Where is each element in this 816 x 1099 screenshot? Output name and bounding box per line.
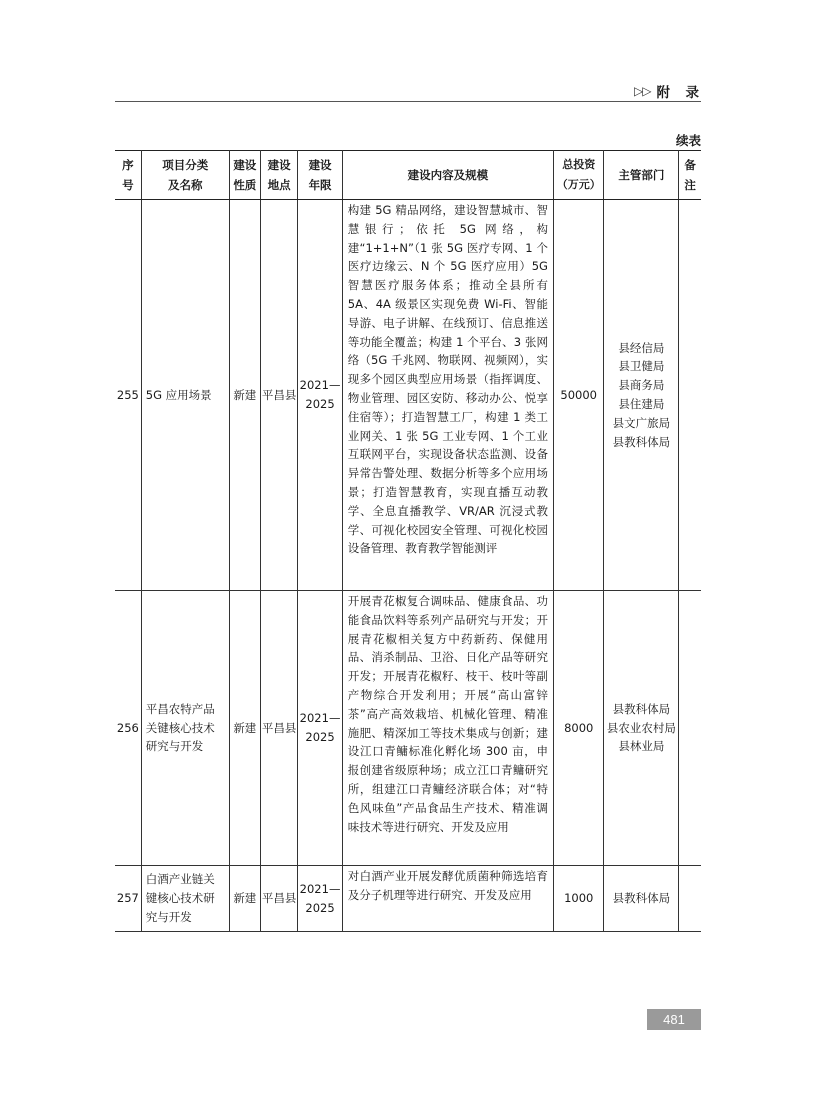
- cell-nature: 新建: [229, 200, 260, 591]
- cell-location: 平昌县: [260, 866, 297, 932]
- cell-remarks: [679, 866, 701, 932]
- cell-content: 对白酒产业开展发酵优质菌种筛选培育及分子机理等进行研究、开发及应用: [342, 866, 553, 932]
- running-head: [634, 81, 700, 101]
- cell-nature: 新建: [229, 591, 260, 866]
- section-title: 附 录: [656, 85, 700, 101]
- cell-investment: 8000: [553, 591, 604, 866]
- header-rule: [115, 101, 701, 102]
- table-row: [115, 866, 701, 932]
- cell-period: 2021— 2025: [298, 866, 342, 932]
- cell-location: 平昌县: [260, 591, 297, 866]
- cell-nature: 新建: [229, 866, 260, 932]
- play-arrows-icon: ▷▷: [634, 84, 651, 98]
- cell-remarks: [679, 591, 701, 866]
- table-row: [115, 200, 701, 591]
- column-header-remarks: 备 注: [679, 151, 701, 200]
- project-table: [115, 150, 701, 932]
- cell-remarks: [679, 200, 701, 591]
- column-header-location: 建设 地点: [260, 151, 297, 200]
- table-header-row: [115, 151, 701, 200]
- cell-name: 5G 应用场景: [141, 200, 229, 591]
- column-header-content: 建设内容及规模: [342, 151, 553, 200]
- cell-department: 县经信局 县卫健局 县商务局 县住建局 县文广旅局 县教科体局: [604, 200, 679, 591]
- table-continued-label: 续表: [675, 133, 701, 148]
- column-header-investment: 总投资 （万元）: [553, 151, 604, 200]
- cell-name: 平昌农特产品关键核心技术研究与开发: [141, 591, 229, 866]
- table-row: [115, 591, 701, 866]
- cell-location: 平昌县: [260, 200, 297, 591]
- cell-no: 256: [115, 591, 141, 866]
- column-header-nature: 建设 性质: [229, 151, 260, 200]
- column-header-no: 序 号: [115, 151, 141, 200]
- cell-content: 开展青花椒复合调味品、健康食品、功能食品饮料等系列产品研究与开发；开展青花椒相关复方中药新药、保健用品、消杀制品、卫浴、日化产品等研究开发；开展青花椒籽、枝干、枝叶等副产物综合开发利用；开展“高山富锌茶”高产高效栽培、机械化管理、精准施肥、精深加工等技术集成与创新；建设江口青鳙标准化孵化场 300 亩，申报创建省级原种场；成立江口青鳙研究所，组建江口青鳙经济联合体；对“特色风味鱼”产品食品生产技术、精准调味技术等进行研究、开发及应用: [342, 591, 553, 866]
- cell-no: 257: [115, 866, 141, 932]
- page-number: 481: [647, 1009, 701, 1030]
- cell-investment: 1000: [553, 866, 604, 932]
- cell-period: 2021— 2025: [298, 200, 342, 591]
- column-header-name: 项目分类 及名称: [141, 151, 229, 200]
- cell-investment: 50000: [553, 200, 604, 591]
- cell-content: 构建 5G 精品网络，建设智慧城市、智慧银行；依托 5G 网络，构建“1+1+N”（1 张 5G 医疗专网、1 个医疗边缘云、N 个 5G 医疗应用）5G 智慧医疗服务体系；推动全县所有 5A、4A 级景区实现免费 Wi-Fi、智能导游、电子讲解、在线预订、信息推送等功能全覆盖；构建 1 个平台、3 张网络（5G 千兆网、物联网、视频网），实现多个园区典型应用场景（指挥调度、物业管理、园区安防、移动办公、悦享住宿等）；打造智慧工厂，构建 1 类工业网关、1 张 5G 工业专网、1 个工业互联网平台，实现设备状态监测、设备异常告警处理、数据分析等多个应用场景；打造智慧教育，实现直播互动教学、全息直播教学、VR/AR 沉浸式教学、可视化校园安全管理、可视化校园设备管理、教育教学智能测评: [342, 200, 553, 591]
- cell-period: 2021— 2025: [298, 591, 342, 866]
- column-header-department: 主管部门: [604, 151, 679, 200]
- cell-department: 县教科体局: [604, 866, 679, 932]
- cell-name: 白酒产业链关键核心技术研究与开发: [141, 866, 229, 932]
- cell-no: 255: [115, 200, 141, 591]
- cell-department: 县教科体局 县农业农村局 县林业局: [604, 591, 679, 866]
- column-header-period: 建设 年限: [298, 151, 342, 200]
